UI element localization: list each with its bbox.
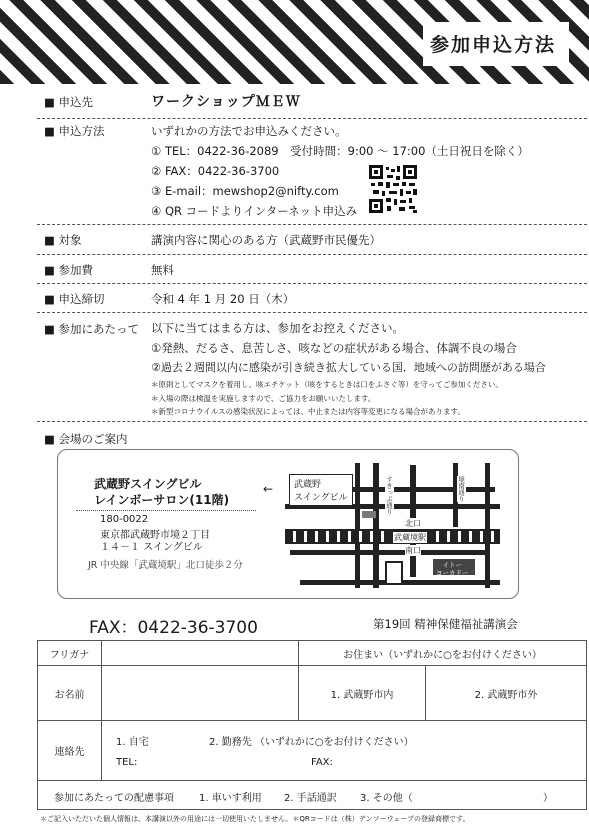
deadline-value: 令和 4 年 1 月 20 日（木） (151, 292, 295, 306)
map-south-exit: 南口 (405, 546, 421, 555)
map-street-kyonan: 境南通り (457, 476, 465, 502)
map-mall-line2: ヨーカドー (436, 569, 469, 577)
fee-value: 無料 (151, 263, 174, 277)
venue-zip: 180-0022 (100, 514, 149, 525)
target-label: ■ 対象 (44, 233, 82, 247)
consideration-row (38, 781, 587, 810)
method-label: ■ 申込方法 (44, 124, 105, 138)
map-station: 武蔵境駅 (394, 533, 426, 542)
notes-fine3: ＊新型コロナウイルスの感染状況によっては、中止または内容等変更になる場合があります。 (151, 407, 465, 416)
consideration-label: 参加にあたっての配慮事項 (54, 793, 174, 804)
map-mall-label (436, 561, 468, 577)
divider (37, 421, 587, 422)
map-callout-line2: スイングビル (294, 493, 348, 503)
name-label: お名前 (38, 666, 102, 721)
furigana-label: フリガナ (38, 641, 102, 666)
notes-intro: 以下に当てはまる方は、参加をお控えください。 (151, 321, 404, 335)
divider (37, 254, 587, 255)
venue-addr2: １４－１ スイングビル (100, 542, 203, 553)
sign-language-option[interactable]: 2. 手話通訳 (284, 793, 337, 804)
map-callout-line1: 武蔵野 (294, 480, 322, 490)
wheelchair-option[interactable]: 1. 車いす利用 (199, 793, 262, 804)
target-value: 講演内容に関心のある方（武蔵野市民優先） (151, 233, 381, 247)
contact-label: 連絡先 (38, 721, 102, 781)
arrow-left-icon: ← (263, 482, 274, 496)
fax-label: FAX: (311, 757, 333, 768)
contact-work-option[interactable]: 2. 勤務先 （いずれかに○をお付けください） (209, 737, 414, 748)
map-street-skip: すきっぷ通り (385, 476, 393, 515)
address-question: お住まい（いずれかに○をお付けください） (299, 641, 587, 666)
qr-code-icon[interactable] (369, 165, 417, 213)
method-intro: いずれかの方法でお申込みください。 (151, 124, 347, 138)
method-email[interactable]: ③ E-mail：mewshop2@nifty.com (151, 184, 339, 198)
event-name: 第19回 精神保健福祉講演会 (373, 617, 518, 631)
notes-item1: ①発熱、だるさ、息苦しさ、咳などの症状がある場合、体調不良の場合 (151, 341, 517, 355)
venue-addr1: 東京都武蔵野市境２丁目 (100, 530, 210, 541)
venue-name: 武蔵野スイングビル (94, 477, 202, 491)
address-option-outside[interactable]: 2. 武蔵野市外 (426, 666, 587, 721)
furigana-input[interactable] (102, 641, 299, 666)
other-close-paren: ） (543, 793, 553, 804)
notes-label: ■ 参加にあたって (44, 322, 140, 336)
applicant-label: ■ 申込先 (44, 95, 94, 109)
map-north-exit: 北口 (405, 519, 421, 528)
venue-heading: ■ 会場のご案内 (44, 432, 128, 446)
divider (37, 224, 587, 225)
map-mall-line1: イトー (442, 561, 462, 569)
method-qr: ④ QR コードよりインターネット申込み (151, 204, 358, 218)
venue-divider (76, 510, 256, 511)
method-fax: ② FAX：0422-36-3700 (151, 164, 280, 178)
contact-fields (102, 721, 587, 781)
name-input[interactable] (102, 666, 299, 721)
method-tel: ① TEL：0422-36-2089 受付時間：9:00 ～ 17:00（土日祝日を除く） (151, 144, 529, 158)
divider (37, 283, 587, 284)
applicant-value: ワークショップＭＥＷ (151, 94, 301, 110)
page-title: 参加申込方法 (430, 34, 557, 56)
divider (37, 118, 587, 119)
application-form (37, 640, 587, 810)
footer-note: ＊ご記入いただいた個人情報は、本講演以外の用途には一切使用いたしません。＊QRコードは（株）デンソーウェーブの登録商標です。 (40, 815, 470, 823)
notes-fine1: ＊原則としてマスクを着用し、咳エチケット（咳をするときは口をふさぐ等）を守ってご参加ください。 (151, 380, 503, 389)
divider (37, 312, 587, 313)
notes-fine2: ＊入場の際は検温を実施しますので、ご協力をお願いいたします。 (151, 394, 376, 403)
notes-item2: ②過去２週間以内に感染が引き続き拡大している国．地域への訪問歴がある場合 (151, 361, 546, 374)
address-option-inside[interactable]: 1. 武蔵野市内 (299, 666, 426, 721)
venue-access: JR 中央線「武蔵境駅」北口徒歩２分 (88, 560, 243, 571)
other-option[interactable]: 3. その他（ (360, 793, 413, 804)
map-building-marker (362, 511, 376, 518)
deadline-label: ■ 申込締切 (44, 292, 105, 306)
tel-label: TEL: (116, 757, 138, 768)
fax-number: FAX：0422-36-3700 (89, 618, 258, 638)
contact-home-option[interactable]: 1. 自宅 (116, 737, 149, 748)
venue-room: レインボーサロン(11階) (94, 493, 230, 507)
fee-label: ■ 参加費 (44, 263, 94, 277)
